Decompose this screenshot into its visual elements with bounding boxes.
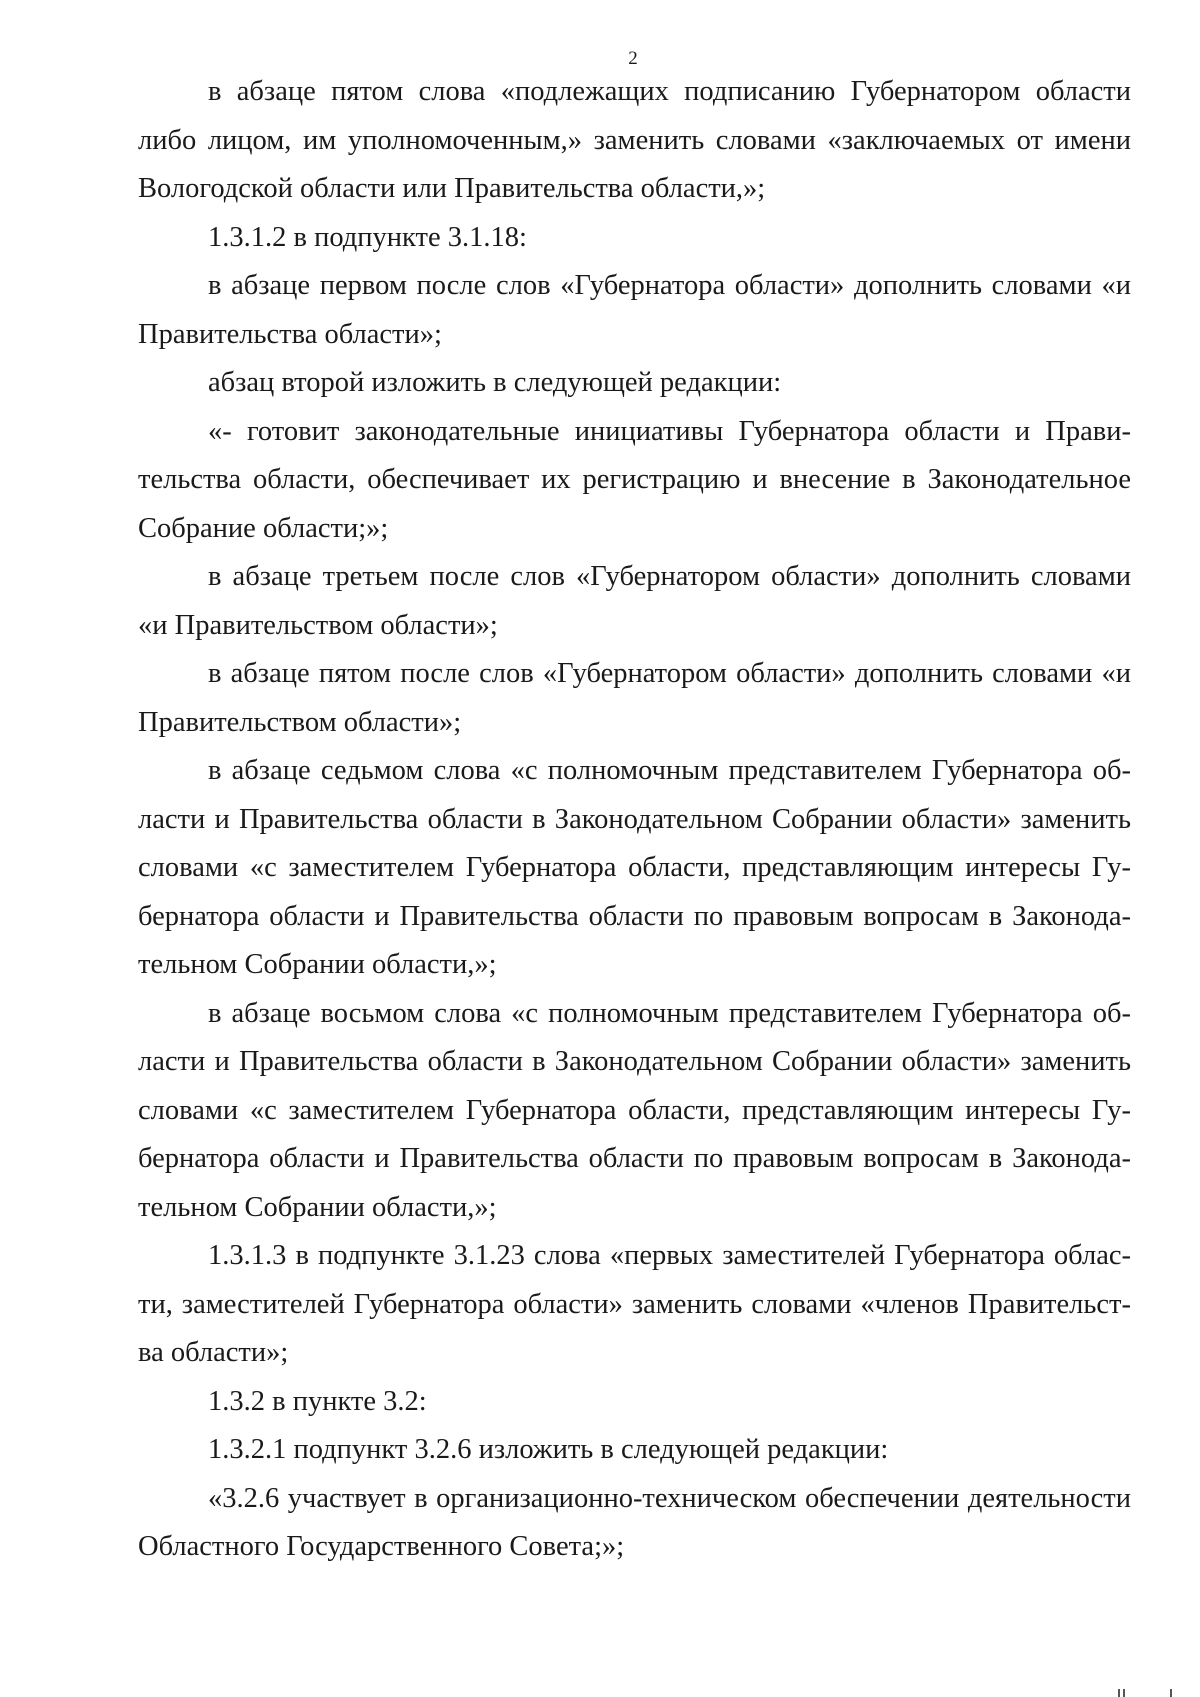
paragraph: 1.3.1.2 в подпункте 3.1.18: xyxy=(208,221,527,253)
paragraph: «- готовит законодательные инициативы Губернатора области и Правительства области, обеспечивает их регистрацию и внесение в Законодательное Собрание области;»; xyxy=(138,415,1131,544)
paragraph: 1.3.1.3 в подпункте 3.1.23 слова «первых заместителей Губернатора области, заместителей Губернатора области» заменить словами «членов Правительства области»; xyxy=(138,1240,1131,1368)
scan-artifact-mark xyxy=(1118,1689,1120,1697)
paragraph: абзац второй изложить в следующей редакции: xyxy=(208,367,782,398)
paragraph: в абзаце пятом после слов «Губернатором области» дополнить словами «и Правительством области»; xyxy=(138,658,1131,738)
paragraph: в абзаце восьмом слова «с полномочным представителем Губернатора области и Правительства области в Законодательном Собрании области» заменить словами «с заместителем Губернатора области, представляющим интересы Губернатора области и Правительства области по правовым вопросам в Законодательном Собрании области,»; xyxy=(138,997,1131,1223)
paragraph: «3.2.6 участвует в организационно-техническом обеспечении деятельности Областного Государственного Совета;»; xyxy=(138,1482,1131,1562)
paragraph: 1.3.2 в пункте 3.2: xyxy=(208,1385,427,1417)
paragraph: в абзаце седьмом слова «с полномочным представителем Губернатора области и Правительства области в Законодательном Собрании области» заменить словами «с заместителем Губернатора области, представляющим интересы Губернатора области и Правительства области по правовым вопросам в Законодательном Собрании области,»; xyxy=(138,755,1131,980)
paragraph: в абзаце третьем после слов «Губернатором области» дополнить словами «и Правительством области»; xyxy=(138,561,1131,641)
paragraph: в абзаце первом после слов «Губернатора области» дополнить словами «и Правительства области»; xyxy=(138,270,1131,350)
document-body xyxy=(138,68,1131,1572)
scan-artifact-mark xyxy=(1170,1689,1172,1697)
page-number: 2 xyxy=(628,48,638,69)
paragraph: в абзаце пятом слова «подлежащих подписанию Губернатором области либо лицом, им уполномоченным,» заменить словами «заключаемых от имени Вологодской области или Правительства области,»; xyxy=(138,76,1131,204)
paragraph: 1.3.2.1 подпункт 3.2.6 изложить в следующей редакции: xyxy=(208,1434,889,1465)
scan-artifact-mark xyxy=(1123,1689,1125,1697)
